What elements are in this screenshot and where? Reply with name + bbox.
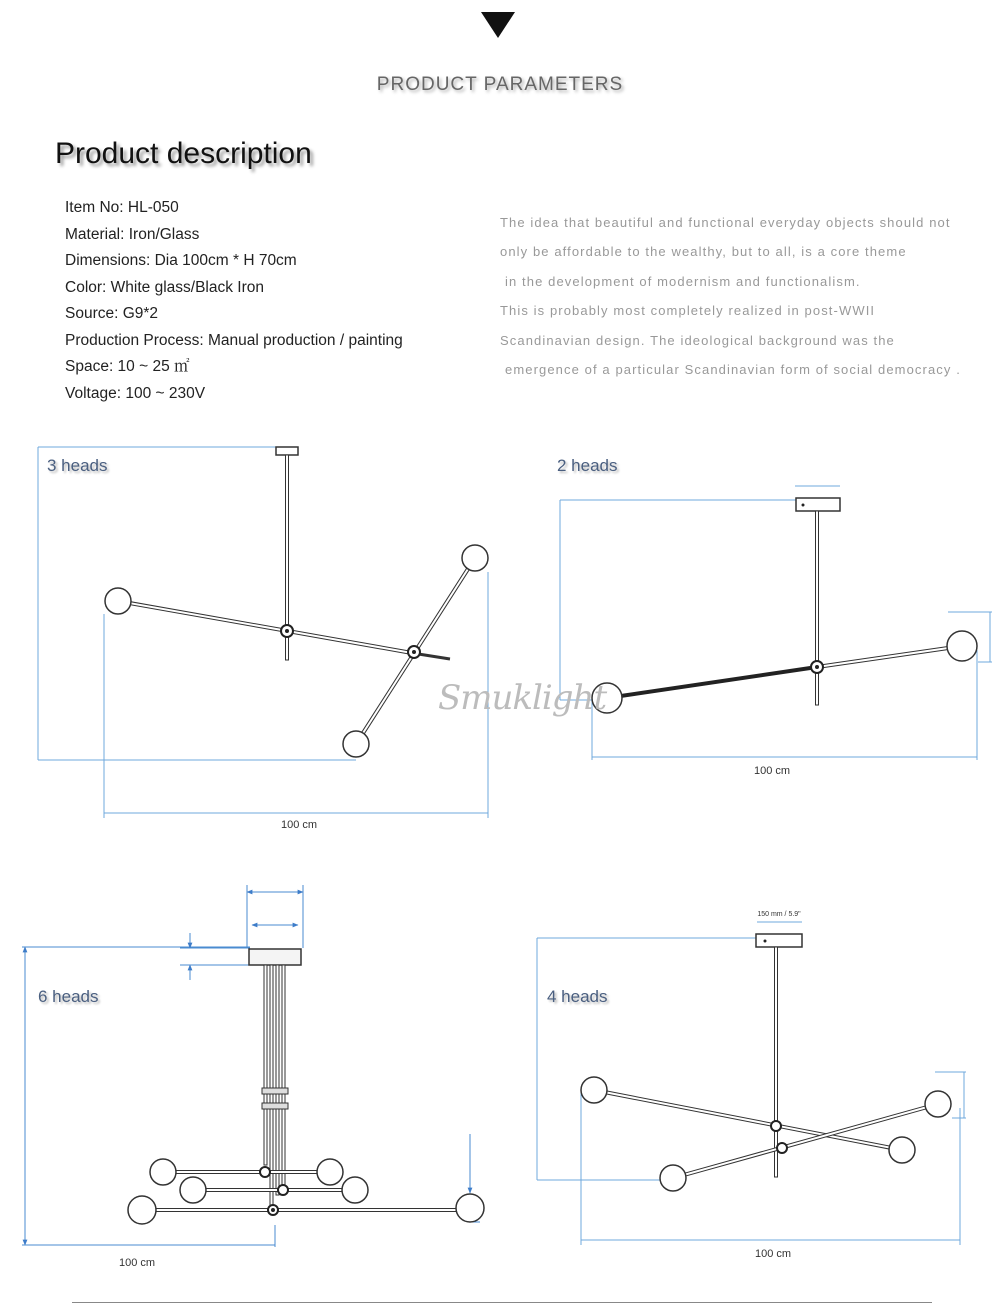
fixture-3-heads	[105, 447, 488, 757]
spec-color: Color: White glass/Black Iron	[65, 278, 264, 296]
stem	[775, 947, 778, 1177]
diagram-6-heads	[22, 885, 484, 1269]
spec-material: Material: Iron/Glass	[65, 225, 200, 243]
globe-shade	[128, 1196, 156, 1224]
dimension-lines-6-heads	[22, 885, 480, 1247]
joint	[777, 1143, 787, 1153]
globe-shade	[343, 731, 369, 757]
globe-shade	[660, 1165, 686, 1191]
label-4-heads: 4 heads	[547, 987, 608, 1006]
diagram-3-heads	[38, 447, 488, 831]
globe-shade	[180, 1177, 206, 1203]
diagram-4-heads	[537, 911, 966, 1260]
label-3-heads: 3 heads	[47, 456, 108, 475]
width-label-3-heads: 100 cm	[280, 819, 318, 831]
spec-voltage: Voltage: 100 ~ 230V	[65, 384, 206, 402]
globe-shade	[462, 545, 488, 571]
spec-space: Space: 10 ~ 25 ㎡	[65, 358, 190, 375]
joint	[771, 1121, 781, 1131]
paragraph-line: in the development of modernism and functionalism.	[505, 273, 861, 289]
canopy	[276, 447, 298, 455]
paragraph-line: only be affordable to the wealthy, but to all, is a core theme	[500, 244, 907, 260]
globe-shade	[889, 1137, 915, 1163]
divider	[72, 1302, 932, 1303]
dimension-lines-2-heads	[560, 486, 992, 760]
stem	[816, 511, 819, 705]
globe-shade	[925, 1091, 951, 1117]
globe-shade	[342, 1177, 368, 1203]
watermark-logo: Smuklight	[438, 678, 607, 718]
label-6-heads: 6 heads	[38, 987, 99, 1006]
page-title: Product description	[55, 137, 312, 170]
label-2-heads: 2 heads	[557, 456, 618, 475]
paragraph-line: emergence of a particular Scandinavian form of social democracy .	[505, 361, 961, 377]
canopy	[756, 934, 802, 947]
width-label-2-heads: 100 cm	[753, 765, 791, 777]
dimension-lines-3-heads	[38, 447, 488, 818]
joint	[278, 1185, 288, 1195]
fixture-2-heads	[592, 498, 977, 713]
globe-shade	[581, 1077, 607, 1103]
globe-shade	[317, 1159, 343, 1185]
globe-shade	[105, 588, 131, 614]
spec-item-no: Item No: HL-050	[65, 199, 179, 216]
width-label-4-heads: 100 cm	[754, 1248, 792, 1260]
diagram-2-heads	[557, 456, 992, 777]
fixture-4-heads	[581, 934, 951, 1191]
spec-dimensions: Dimensions: Dia 100cm * H 70cm	[65, 252, 297, 269]
paragraph-line: This is probably most completely realized in post-WWII	[500, 303, 876, 319]
spec-source: Source: G9*2	[65, 305, 159, 322]
globe-shade	[150, 1159, 176, 1185]
spec-production-process: Production Process: Manual production / painting	[65, 331, 403, 349]
globe-shade	[947, 631, 977, 661]
fixture-6-heads	[128, 949, 484, 1224]
globe-shade	[456, 1194, 484, 1222]
paragraph-line: The idea that beautiful and functional everyday objects should not	[500, 215, 951, 230]
paragraph-line: Scandinavian design. The ideological background was the	[500, 332, 895, 348]
canopy	[249, 949, 301, 965]
width-label-6-heads: 100 cm	[118, 1257, 156, 1269]
section-title: PRODUCT PARAMETERS	[376, 74, 624, 95]
joint	[260, 1167, 270, 1177]
canopy-width-label: 150 mm / 5.9"	[757, 911, 801, 918]
